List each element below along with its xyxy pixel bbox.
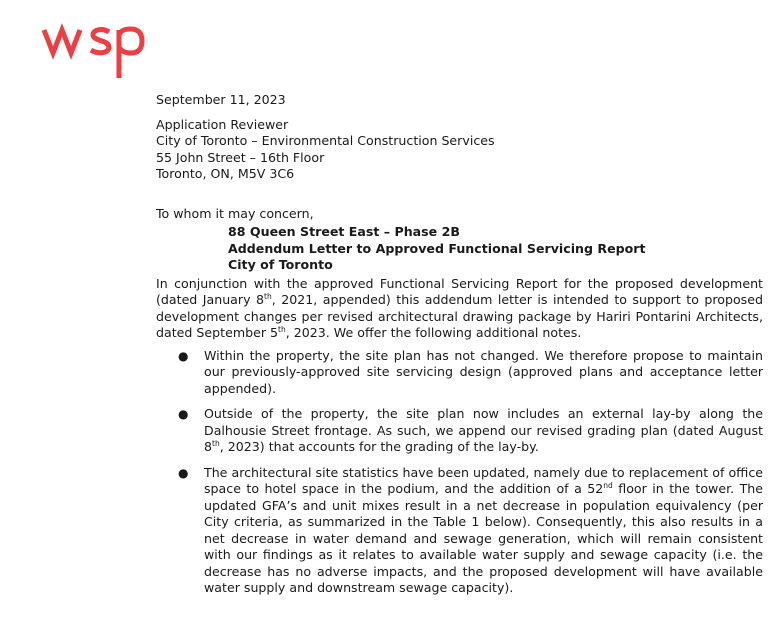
list-item bbox=[156, 465, 763, 597]
ordinal-suffix: th bbox=[278, 324, 286, 334]
bullet-icon: ● bbox=[178, 348, 189, 363]
subject-line: City of Toronto bbox=[228, 257, 333, 272]
subject-line: Addendum Letter to Approved Functional Servicing Report bbox=[228, 240, 646, 256]
intro-text: In conjunction with the approved Functional Servicing Report for the proposed development (dated January 8 bbox=[156, 275, 763, 307]
letter-date: September 11, 2023 bbox=[156, 92, 286, 107]
letter-body bbox=[156, 92, 763, 606]
bullet-text: floor in the tower. The updated GFA’s and unit mixes result in a net decrease in population equivalency (per City criteria, as summarized in the Table 1 below). Consequently, this also results in a net decrease in water demand and sewage generation, which will remain consistent with our findings as it relates to available water supply and sewage capacity (i.e. the decrease has no adverse impacts, and the proposed development will have available water supply and downstream sewage capacity). bbox=[204, 481, 764, 595]
intro-paragraph bbox=[156, 276, 763, 342]
wsp-logo bbox=[41, 22, 147, 80]
bullet-text: Within the property, the site plan has not changed. We therefore propose to maintain our previously-approved site servicing design (approved plans and acceptance letter appended). bbox=[204, 347, 763, 396]
address-line: City of Toronto – Environmental Construction Services bbox=[156, 133, 495, 148]
salutation: To whom it may concern, bbox=[156, 205, 314, 221]
list-item bbox=[156, 348, 763, 398]
address-line: 55 John Street – 16th Floor bbox=[156, 149, 325, 165]
intro-text: , 2021, appended) this addendum letter is intended to support to proposed development changes per revised architectural drawing package by Hariri Pontarini Architects, dated September 5 bbox=[156, 292, 763, 340]
bullet-text: , 2023) that accounts for the grading of the lay-by. bbox=[219, 439, 539, 454]
bullet-icon: ● bbox=[178, 465, 189, 480]
subject-line: 88 Queen Street East – Phase 2B bbox=[228, 224, 460, 239]
bullet-text: The architectural site statistics have been updated, namely due to replacement of office space to hotel space in the podium, and the addition of a 52 bbox=[204, 464, 763, 496]
bullet-icon: ● bbox=[178, 407, 189, 421]
subject-block bbox=[156, 224, 763, 274]
list-item bbox=[156, 406, 763, 456]
bullet-text: Outside of the property, the site plan now includes an external lay-by along the Dalhousie Street frontage. As such, we append our revised grading plan (dated August 8 bbox=[204, 406, 763, 454]
ordinal-suffix: nd bbox=[603, 480, 613, 490]
address-line: Application Reviewer bbox=[156, 116, 289, 132]
ordinal-suffix: th bbox=[264, 291, 272, 301]
intro-text: , 2023. We offer the following additional notes. bbox=[285, 325, 582, 340]
ordinal-suffix: th bbox=[212, 438, 220, 448]
recipient-address bbox=[156, 117, 763, 183]
notes-list bbox=[156, 348, 763, 597]
address-line: Toronto, ON, M5V 3C6 bbox=[156, 166, 295, 181]
